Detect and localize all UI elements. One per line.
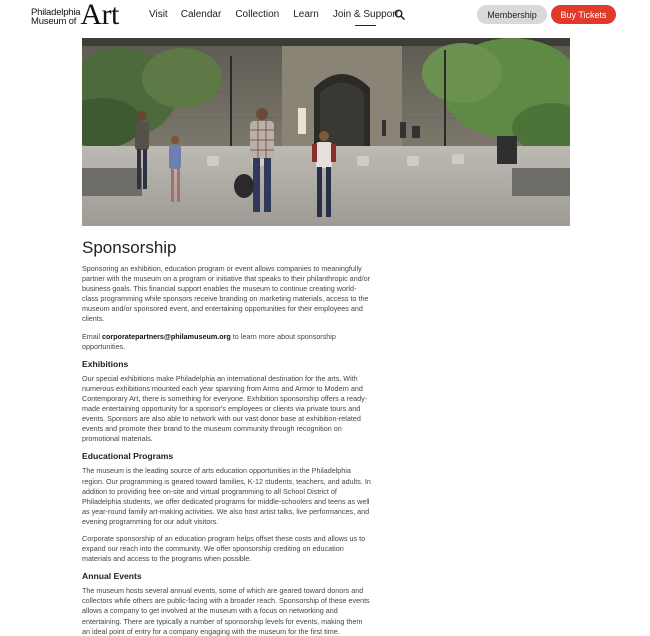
page-title: Sponsorship [82,238,177,257]
education-paragraph-2: Corporate sponsorship of an education program helps offset these costs and allows us to expand our reach into the community. We offer sponsorship crediting on education materials and access to the programs when possible. [82,533,366,564]
main-nav [149,9,398,20]
email-prefix: Email [82,331,102,341]
exhibitions-paragraph: Our special exhibitions make Philadelphia an international destination for the arts. With numerous exhibitions mounted each year spanning from Arms and Armor to Modern and Contemporary Art, there is something for everyone. Exhibition sponsorship offers a ready-made entertaining opportunity for a sponsor's employees or clients via private tours and events. Sponsors are also able to network with our vast donor base at exhibition-related events and promote their brand to the museum community through recognition on promotional materials. [82,373,368,444]
logo-art: Art [80,0,119,31]
hero-image [82,38,570,226]
site-header [0,0,650,30]
section-heading-educational-programs: Educational Programs [82,451,174,462]
nav-learn[interactable]: Learn [293,9,319,20]
intro-paragraph: Sponsoring an exhibition, education program or event allows companies to meaningfully partner with the museum on a program or initiative that speaks to their philanthropic and/or business goals. This financial support enables the museum to continue creating world-class programming while sponsors receive branding on marketing materials, access to the museum and/or sponsored event, and entertaining opportunities for their employees and clients. [82,264,371,324]
section-heading-annual-events: Annual Events [82,571,142,582]
hero-photo [82,38,570,226]
logo-line-1: Philadelphia [31,7,81,18]
email-suffix: to learn more about sponsorship opportunities. [82,331,336,351]
membership-button[interactable]: Membership [477,5,547,24]
nav-join-support[interactable]: Join & Support [332,9,399,20]
search-icon[interactable] [394,9,405,20]
nav-collection[interactable]: Collection [235,9,280,20]
email-paragraph [82,332,372,352]
email-link[interactable]: corporatepartners@philamuseum.org [101,331,231,341]
nav-calendar[interactable]: Calendar [180,9,222,20]
annual-events-paragraph: The museum hosts several annual events, some of which are geared toward donors and collectors while others are public-facing with a broader reach. Sponsorship of these events allows a company to get involved at the museum with a focus on networking and entertaining. There are typically a number of sponsorship levels for events, making them an ideal point of entry for a company engaging with the museum for the first time. [82,586,370,636]
logo-line-2: Museum of [31,16,77,27]
main-content [82,237,372,636]
education-paragraph-1: The museum is the leading source of arts education opportunities in the Philadelphia region. Our programming is geared toward families, K-12 students, teachers, and adults. In addition to providing free on-site and virtual programming to all School District of Philadelphia students, we offer dedicated programs for middle-schoolers and teens as well as year-round family art-making activities. We also host artist talks, live performances, and evening programming for our adult visitors. [82,466,371,526]
nav-visit[interactable]: Visit [149,9,168,20]
buy-tickets-button[interactable]: Buy Tickets [551,5,616,24]
section-heading-exhibitions: Exhibitions [82,358,129,369]
museum-logo[interactable] [31,0,119,31]
